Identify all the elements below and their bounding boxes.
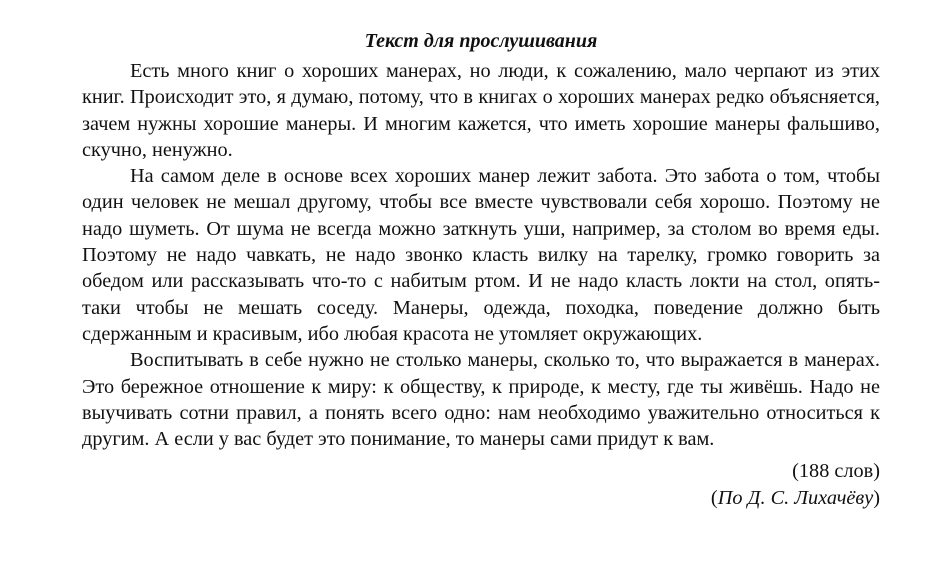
paragraph-3: Воспитывать в себе нужно не столько манеры, сколько то, что выражается в манерах. Это бережное отношение к миру: к обществу, к природе, к месту, где ты живёшь. Надо не выучивать сотни правил, а понять всего одно: нам необходимо уважительно относиться к другим. А если у вас будет это понимание, то манеры сами придут к вам. [82,349,880,451]
document-page [82,28,880,511]
source-close-paren: ) [873,486,880,509]
paragraph-1: Есть много книг о хороших манерах, но люди, к сожалению, мало черпают из этих книг. Происходит это, я думаю, потому, что в книгах о хороших манерах редко объясняется, зачем нужны хорошие манеры. И многим кажется, что иметь хорошие манеры фальшиво, скучно, ненужно. [82,60,880,161]
source-author: По Д. С. Лихачёву [717,486,874,509]
source-open-paren: ( [710,486,718,509]
word-count: (188 слов) [792,460,880,483]
document-footer [82,458,880,511]
document-title: Текст для прослушивания [364,30,598,52]
source-attribution [82,485,880,512]
paragraph-2: На самом деле в основе всех хороших манер лежит забота. Это забота о том, чтобы один человек не мешал другому, чтобы все вместе чувствовали себя хорошо. Поэтому не надо шуметь. От шума не всегда можно заткнуть уши, например, за столом во время еды. Поэтому не надо чавкать, не надо звонко класть вилку на тарелку, громко говорить за обедом или рассказывать что-то с набитым ртом. И не надо класть локти на стол, опять-таки чтобы не мешать соседу. Манеры, одежда, походка, поведение должно быть сдержанным и красивым, ибо любая красота не утомляет окружающих. [82,165,880,345]
